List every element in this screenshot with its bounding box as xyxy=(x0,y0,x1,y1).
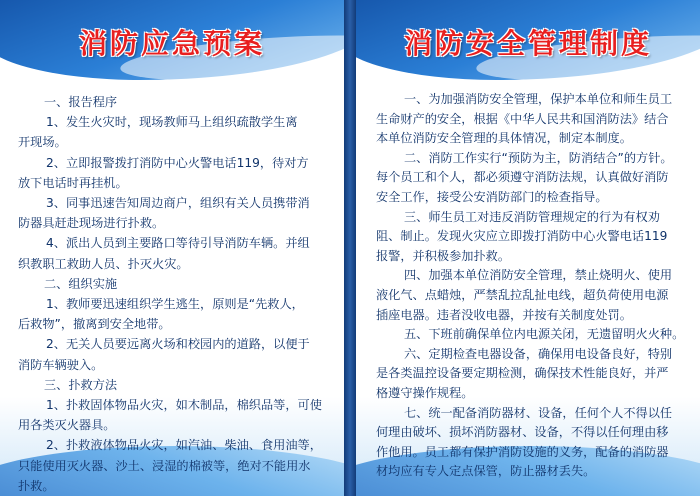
body-text-line: 阻、制止。发现火灾应立即拨打消防中心火警电话119 xyxy=(376,229,668,244)
emergency-plan-panel xyxy=(0,0,344,496)
body-text-line: 七、统一配备消防器材、设备，任何个人不得以任 xyxy=(404,405,673,420)
body-text-line: 2、立即报警拨打消防中心火警电话119，待对方 xyxy=(46,155,309,170)
body-text-line: 3、同事迅速告知周边商户，组织有关人员携带消 xyxy=(46,196,310,211)
body-text-line: 防器具赶赴现场进行扑救。 xyxy=(18,216,165,231)
body-text-line: 何理由破坏、损坏消防器材、设备，不得以任何理由移 xyxy=(376,425,669,440)
body-text-line: 后救物”，撤离到安全地带。 xyxy=(18,317,171,332)
body-text-line: 开现场。 xyxy=(18,135,67,150)
section-heading: 一、报告程序 xyxy=(44,95,118,109)
body-text-line: 织教职工救助人员、扑灭火灾。 xyxy=(18,256,189,271)
section-heading: 三、扑救方法 xyxy=(44,377,118,392)
body-text-line: 2、扑救液体物品火灾，如汽油、柴油、食用油等， xyxy=(46,438,322,453)
panel-title: 消防安全管理制度 xyxy=(403,27,652,60)
body-text-line: 插座电器。违者没收电器，并按有关制度处罚。 xyxy=(376,307,632,322)
body-text-line: 每个员工和个人，都必须遵守消防法规，认真做好消防 xyxy=(376,170,669,185)
body-text-line: 消防车辆驶入。 xyxy=(18,357,104,372)
section-heading: 二、组织实施 xyxy=(44,276,118,291)
panel-body xyxy=(376,90,685,482)
body-text-line: 一、为加强消防安全管理，保护本单位和师生员工 xyxy=(404,92,673,106)
panel-divider xyxy=(344,0,356,496)
body-text-line: 报警，并积极参加扑救。 xyxy=(376,248,511,263)
body-text-line: 1、教师要迅速组织学生逃生，原则是“先救人， xyxy=(46,297,304,312)
body-text-line: 本单位消防安全管理的具体情况，制定本制度。 xyxy=(376,131,632,146)
body-text-line: 二、消防工作实行“预防为主，防消结合”的方针。 xyxy=(404,150,673,165)
body-text-line: 放下电话时再挂机。 xyxy=(18,175,128,190)
safety-rules-panel xyxy=(356,0,700,496)
body-text-line: 是各类温控设备要定期检测，确保技术性能良好，并严 xyxy=(376,366,669,381)
body-text-line: 用各类灭火器具。 xyxy=(18,418,116,433)
body-text-line: 三、师生员工对违反消防管理规定的行为有权劝 xyxy=(404,209,660,224)
body-text-line: 只能使用灭火器、沙土、浸湿的棉被等，绝对不能用水 xyxy=(18,458,311,473)
body-text-line: 安全工作，接受公安消防部门的检查指导。 xyxy=(376,189,608,204)
body-text-line: 液化气、点蜡烛，严禁乱拉乱扯电线，超负荷使用电源 xyxy=(376,287,669,302)
body-text-line: 四、加强本单位消防安全管理，禁止烧明火、使用 xyxy=(404,268,673,283)
body-text-line: 4、派出人员到主要路口等待引导消防车辆。并组 xyxy=(46,236,310,251)
body-text-line: 1、发生火灾时，现场教师马上组织疏散学生离 xyxy=(46,115,298,130)
body-text-line: 生命财产的安全，根据《中华人民共和国消防法》结合 xyxy=(376,111,669,126)
body-text-line: 六、定期检查电器设备，确保用电设备良好，特别 xyxy=(404,346,673,361)
body-text-line: 2、无关人员要远离火场和校园内的道路，以便于 xyxy=(46,337,310,352)
body-text-line: 扑救。 xyxy=(18,478,55,493)
body-text-line: 五、下班前确保单位内电源关闭，无遗留明火火种。 xyxy=(404,327,685,342)
panel-body xyxy=(18,92,328,496)
panel-title: 消防应急预案 xyxy=(78,27,265,60)
body-text-line: 材均应有专人定点保管，防止器材丢失。 xyxy=(376,464,596,479)
body-text-line: 作他用。员工都有保护消防设施的义务，配备的消防器 xyxy=(376,444,669,459)
body-text-line: 格遵守操作规程。 xyxy=(376,385,474,400)
body-text-line: 1、扑救固体物品火灾，如木制品，棉织品等，可使 xyxy=(46,398,322,413)
